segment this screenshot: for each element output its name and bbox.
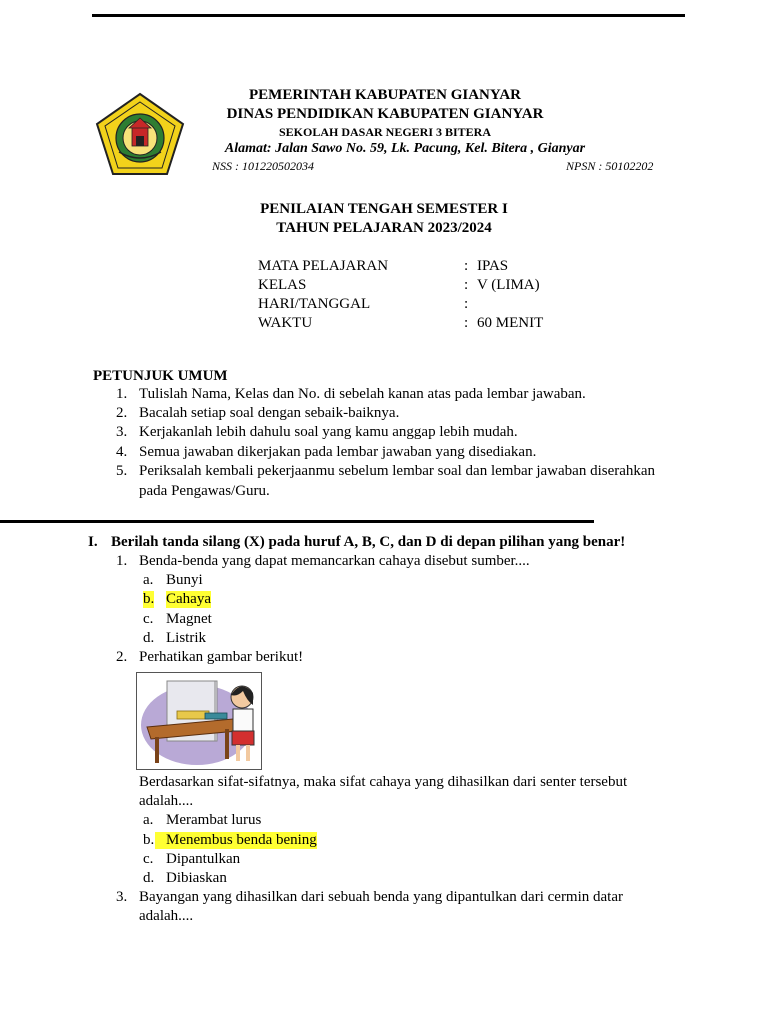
- question-number: 1.: [116, 553, 128, 569]
- option-text-highlighted: Menembus benda bening: [155, 832, 317, 849]
- question-text-continued: adalah....: [139, 793, 194, 809]
- option-text: Dipantulkan: [166, 851, 241, 867]
- option-letter: c.: [143, 611, 154, 627]
- question-text-continued: adalah....: [139, 908, 194, 924]
- instruction-item: Semua jawaban dikerjakan pada lembar jawaban yang disediakan.: [139, 444, 537, 460]
- instruction-item: Kerjakanlah lebih dahulu soal yang kamu anggap lebih mudah.: [139, 424, 518, 440]
- instruction-number: 1.: [116, 386, 128, 402]
- option-text: Listrik: [166, 630, 206, 646]
- option-letter: c.: [143, 851, 154, 867]
- section-number: I.: [88, 534, 98, 550]
- header-school: SEKOLAH DASAR NEGERI 3 BITERA: [278, 125, 492, 139]
- instruction-number: 3.: [116, 424, 128, 440]
- school-emblem-logo: [95, 92, 185, 176]
- info-label-date: HARI/TANGGAL: [258, 296, 371, 312]
- question-text-continued: Berdasarkan sifat-sifatnya, maka sifat cahaya yang dihasilkan dari senter tersebut: [139, 774, 628, 790]
- info-label-class: KELAS: [258, 277, 307, 293]
- option-text: Dibiaskan: [166, 870, 227, 886]
- info-colon: :: [464, 277, 469, 293]
- header-npsn: NPSN : 50102202: [566, 159, 654, 173]
- info-label-time: WAKTU: [258, 315, 313, 331]
- header-address: Alamat: Jalan Sawo No. 59, Lk. Pacung, Kel. Bitera , Gianyar: [224, 141, 586, 156]
- header-nss: NSS : 101220502034: [212, 159, 314, 173]
- question-number: 3.: [116, 889, 128, 905]
- instructions-title: PETUNJUK UMUM: [93, 368, 228, 384]
- option-letter: d.: [143, 630, 155, 646]
- instruction-number: 2.: [116, 405, 128, 421]
- header-government: PEMERINTAH KABUPATEN GIANYAR: [249, 87, 521, 103]
- info-colon: :: [464, 296, 469, 312]
- instruction-number: 4.: [116, 444, 128, 460]
- info-colon: :: [464, 315, 469, 331]
- info-value-class: V (LIMA): [477, 277, 540, 293]
- question-number: 2.: [116, 649, 128, 665]
- header-department: DINAS PENDIDIKAN KABUPATEN GIANYAR: [226, 106, 544, 122]
- option-text: Merambat lurus: [166, 812, 262, 828]
- option-letter: a.: [143, 812, 154, 828]
- instruction-item: Periksalah kembali pekerjaanmu sebelum lembar soal dan lembar jawaban diserahkan: [139, 463, 656, 479]
- question-text: Bayangan yang dihasilkan dari sebuah benda yang dipantulkan dari cermin datar: [139, 889, 623, 905]
- top-rule: [92, 14, 685, 17]
- info-value-subject: IPAS: [477, 258, 509, 274]
- question-text: Perhatikan gambar berikut!: [139, 649, 304, 665]
- flashlight-illustration: [136, 672, 262, 770]
- info-value-time: 60 MENIT: [477, 315, 544, 331]
- option-letter: d.: [143, 870, 155, 886]
- section-instruction: Berilah tanda silang (X) pada huruf A, B, C, dan D di depan pilihan yang benar!: [111, 534, 626, 550]
- option-text: Magnet: [166, 611, 212, 627]
- section-divider: [0, 520, 594, 523]
- instruction-number: 5.: [116, 463, 128, 479]
- question-text: Benda-benda yang dapat memancarkan cahaya disebut sumber....: [139, 553, 530, 569]
- option-letter-highlighted: b.: [143, 591, 155, 607]
- option-letter: a.: [143, 572, 154, 588]
- instruction-item: Bacalah setiap soal dengan sebaik-baiknya.: [139, 405, 400, 421]
- instruction-item-continued: pada Pengawas/Guru.: [139, 483, 270, 499]
- info-colon: :: [464, 258, 469, 274]
- instruction-item: Tulislah Nama, Kelas dan No. di sebelah kanan atas pada lembar jawaban.: [139, 386, 586, 402]
- info-label-subject: MATA PELAJARAN: [258, 258, 389, 274]
- option-letter: b.: [143, 832, 155, 848]
- option-text-highlighted: Cahaya: [166, 591, 211, 607]
- exam-year: TAHUN PELAJARAN 2023/2024: [276, 220, 492, 236]
- option-text: Bunyi: [166, 572, 203, 588]
- exam-title: PENILAIAN TENGAH SEMESTER I: [260, 201, 508, 217]
